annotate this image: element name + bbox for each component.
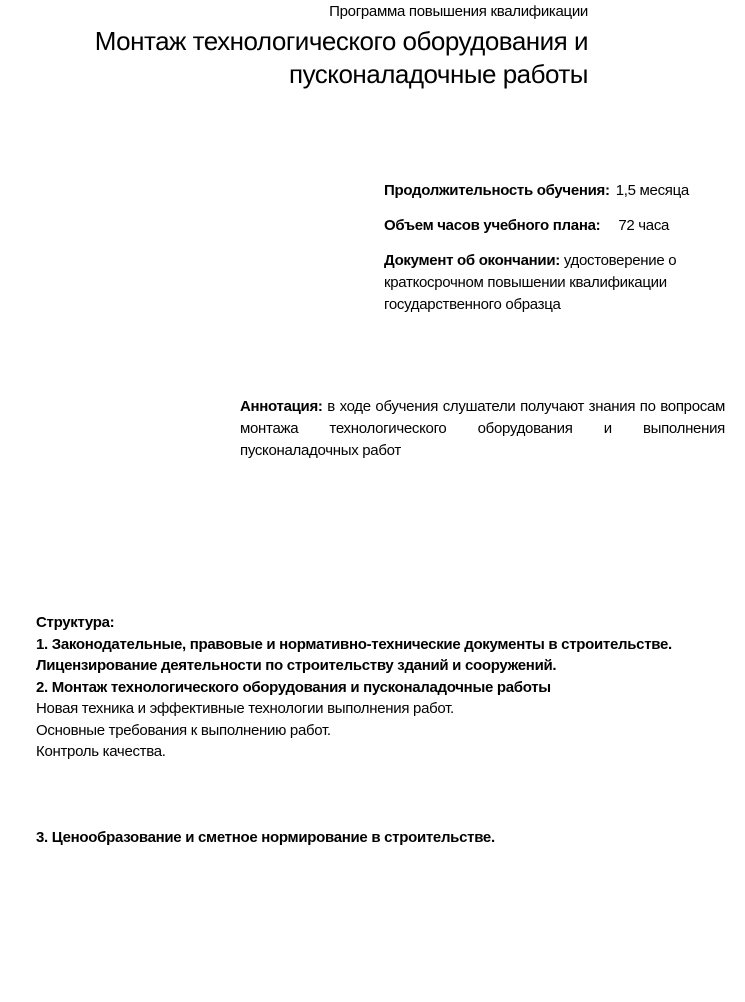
structure-item-3: 3. Ценообразование и сметное нормирование в строительстве. [36, 828, 495, 846]
annotation-text: в ходе обучения слушатели получают знания по вопросам монтажа технологического оборудования и выполнения пусконаладочных работ [240, 398, 725, 459]
structure-item-2: 2. Монтаж технологического оборудования и пусконаладочные работы [36, 678, 551, 696]
program-header [28, 2, 588, 91]
structure-item-1-line2: Лицензирование деятельности по строительству зданий и сооружений. [36, 657, 557, 674]
structure-item-2-sub-3: Контроль качества. [36, 743, 166, 760]
structure-item-2-sub-2: Основные требования к выполнению работ. [36, 721, 331, 739]
hours-row [384, 215, 714, 237]
structure-section [36, 612, 726, 848]
program-meta [384, 180, 714, 329]
annotation-label: Аннотация: [240, 398, 323, 415]
document-value: удостоверение о краткосрочном повышении квалификации государственного образца [384, 252, 677, 313]
structure-spacer [36, 763, 726, 827]
structure-heading: Структура: [36, 614, 115, 631]
duration-row [384, 180, 714, 202]
structure-item-1-line1: 1. Законодательные, правовые и нормативно-технические документы в строительстве. [36, 635, 672, 653]
document-row [384, 250, 714, 316]
hours-value: 72 часа [618, 217, 670, 234]
program-title-line1: Монтаж технологического оборудования и [94, 26, 588, 56]
hours-label: Объем часов учебного плана: [384, 217, 601, 234]
duration-value: 1,5 месяца [615, 182, 689, 199]
program-title [28, 25, 588, 91]
structure-item-2-sub-1: Новая техника и эффективные технологии выполнения работ. [36, 700, 454, 717]
duration-label: Продолжительность обучения: [384, 182, 610, 199]
program-label: Программа повышения квалификации [329, 3, 588, 20]
annotation [240, 396, 725, 462]
document-label: Документ об окончании: [384, 252, 560, 269]
program-title-line2: пусконаладочные работы [289, 59, 588, 89]
